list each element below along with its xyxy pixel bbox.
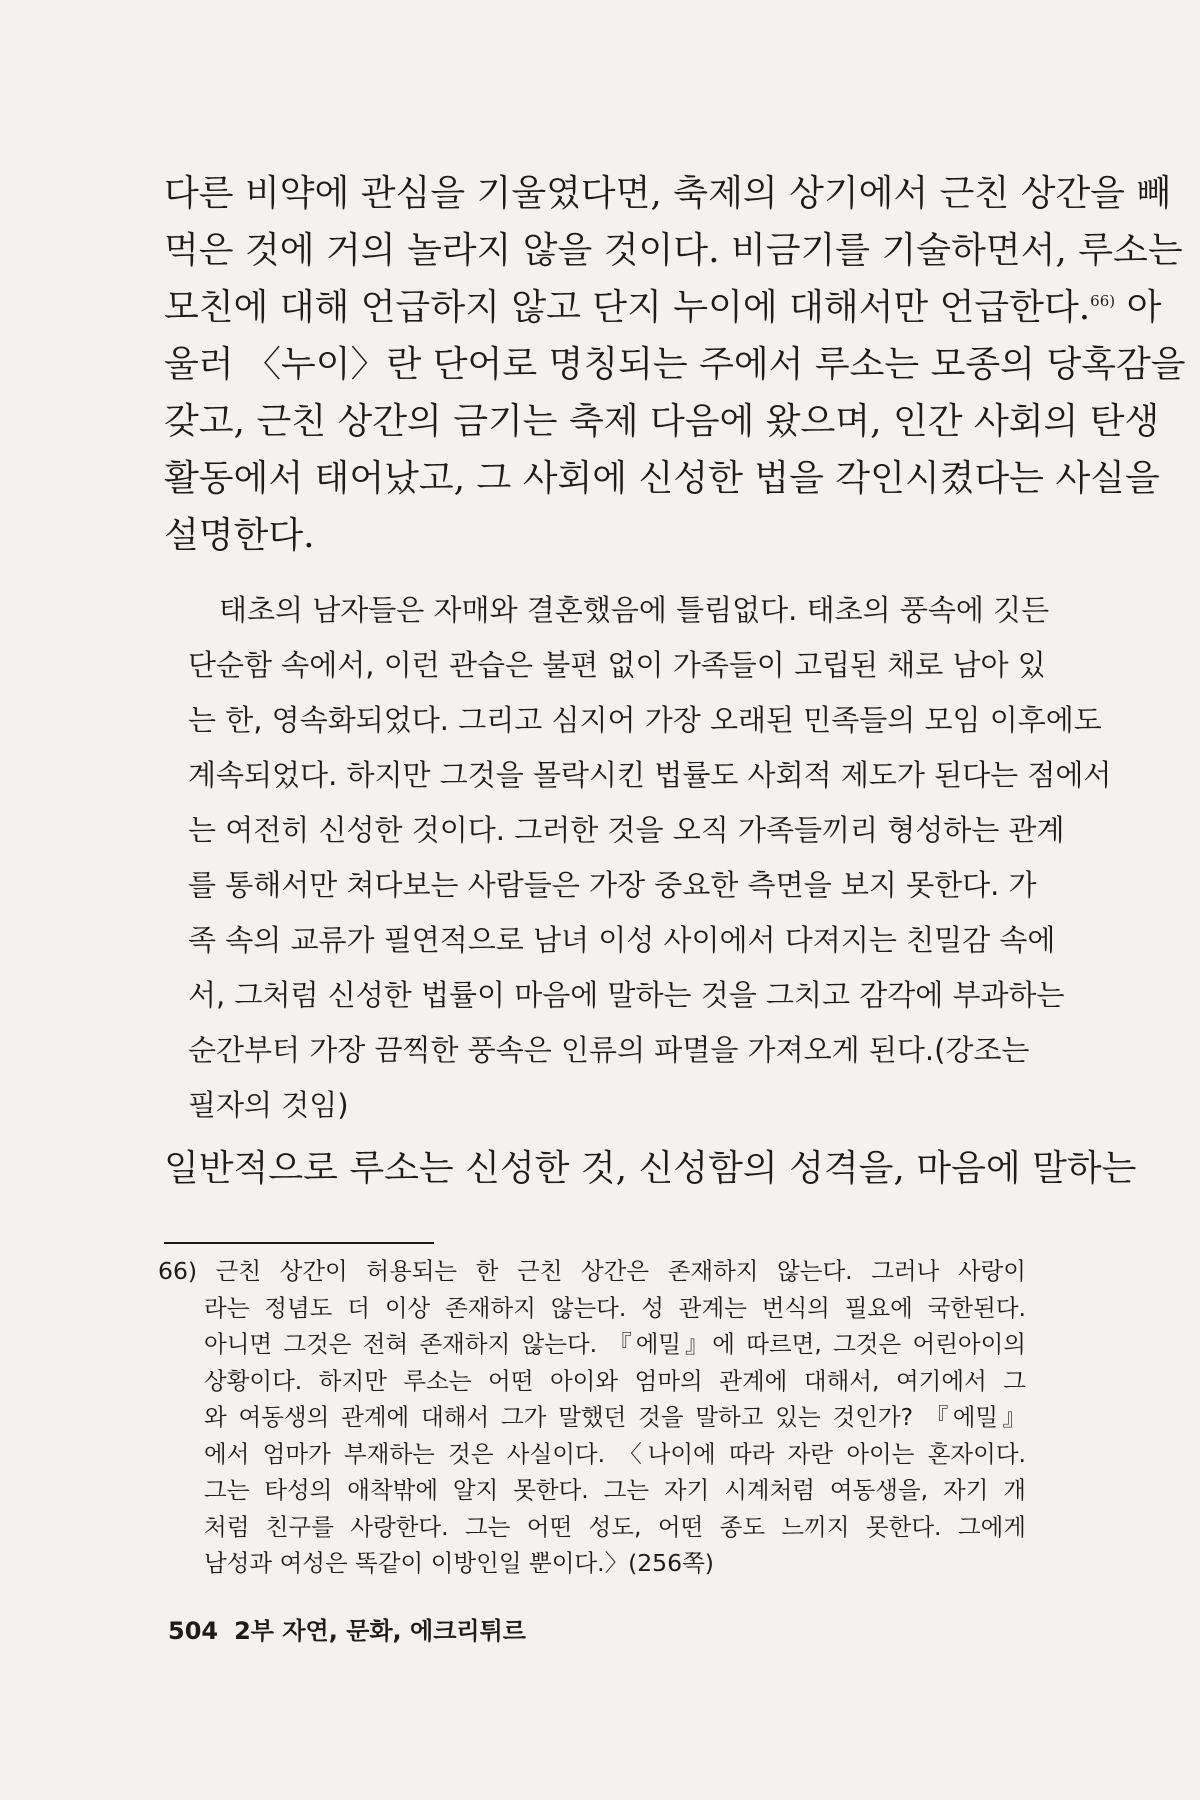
footnote-line: 와 여동생의 관계에 대해서 그가 말했던 것을 말하고 있는 것인가? 『에밀』 (204, 1403, 1026, 1431)
quote-line: 서, 그처럼 신성한 법률이 마음에 말하는 것을 그치고 감각에 부과하는 (188, 978, 1065, 1012)
block-quote (188, 583, 1112, 1133)
footnote-line: 남성과 여성은 똑같이 이방인일 뿐이다.〉(256쪽) (204, 1549, 714, 1577)
footnote-line: 아니면 그것은 전혀 존재하지 않는다. 『에밀』에 따르면, 그것은 어린아이의 (204, 1330, 1026, 1358)
quote-line: 는 여전히 신성한 것이다. 그러한 것을 오직 가족들끼리 형성하는 관계 (188, 813, 1065, 847)
text-line: 먹은 것에 거의 놀라지 않을 것이다. 비금기를 기술하면서, 루소는 (164, 230, 1183, 271)
footnote-line: 그는 타성의 애착밖에 알지 못한다. 그는 자기 시계처럼 여동생을, 자기 개 (204, 1476, 1026, 1504)
quote-line: 단순함 속에서, 이런 관습은 불편 없이 가족들이 고립된 채로 남아 있 (188, 648, 1046, 682)
text-line: 울러 〈누이〉란 단어로 명칭되는 주에서 루소는 모종의 당혹감을 (164, 344, 1186, 385)
quote-line: 필자의 것임) (188, 1088, 349, 1122)
body-paragraph-1 (164, 165, 1186, 564)
body-paragraph-2 (164, 1140, 1137, 1197)
text-line: 일반적으로 루소는 신성한 것, 신성함의 성격을, 마음에 말하는 (164, 1148, 1137, 1189)
footnote-line: 상황이다. 하지만 루소는 어떤 아이와 엄마의 관계에 대해서, 여기에서 그 (204, 1366, 1026, 1395)
footnote-reference: 66) (1090, 292, 1116, 310)
quote-line: 계속되었다. 하지만 그것을 몰락시킨 법률도 사회적 제도가 된다는 점에서 (188, 758, 1112, 792)
footnote-66 (158, 1253, 1026, 1582)
text-line-segment: 모친에 대해 언급하지 않고 단지 누이에 대해서만 언급한다. (164, 287, 1091, 328)
text-line: 다른 비약에 관심을 기울였다면, 축제의 상기에서 근친 상간을 빼 (164, 173, 1172, 214)
running-title: 2부 자연, 문화, 에크리튀르 (234, 1617, 526, 1645)
page-number: 504 (168, 1617, 219, 1645)
footnote-divider (164, 1242, 434, 1244)
quote-line: 족 속의 교류가 필연적으로 남녀 이성 사이에서 다져지는 친밀감 속에 (188, 923, 1056, 957)
text-line-tail: 아 (1126, 287, 1162, 328)
quote-line: 태초의 남자들은 자매와 결혼했음에 틀림없다. 태초의 풍속에 깃든 (219, 593, 1050, 627)
text-line: 설명한다. (164, 515, 315, 556)
footnote-line: 처럼 친구를 사랑한다. 그는 어떤 성도, 어떤 종도 느끼지 못한다. 그에게 (204, 1512, 1026, 1541)
quote-line: 순간부터 가장 끔찍한 풍속은 인류의 파멸을 가져오게 된다.(강조는 (188, 1033, 1030, 1067)
text-line: 활동에서 태어났고, 그 사회에 신성한 법을 각인시켰다는 사실을 (164, 458, 1160, 499)
footnote-line: 에서 엄마가 부재하는 것은 사실이다. 〈나이에 따라 자란 아이는 혼자이다. (204, 1439, 1026, 1468)
footnote-body (158, 1290, 1026, 1582)
footnote-line: 라는 정념도 더 이상 존재하지 않는다. 성 관계는 번식의 필요에 국한된다. (204, 1293, 1026, 1322)
text-line: 갖고, 근친 상간의 금기는 축제 다음에 왔으며, 인간 사회의 탄생 (164, 401, 1160, 442)
quote-line: 는 한, 영속화되었다. 그리고 심지어 가장 오래된 민족들의 모임 이후에도 (188, 703, 1102, 737)
quote-line: 를 통해서만 쳐다보는 사람들은 가장 중요한 측면을 보지 못한다. 가 (188, 868, 1037, 902)
page-footer (168, 1611, 526, 1646)
footnote-line: 66) 근친 상간이 허용되는 한 근친 상간은 존재하지 않는다. 그러나 사랑이 (158, 1257, 1026, 1285)
text-line (164, 279, 1162, 336)
